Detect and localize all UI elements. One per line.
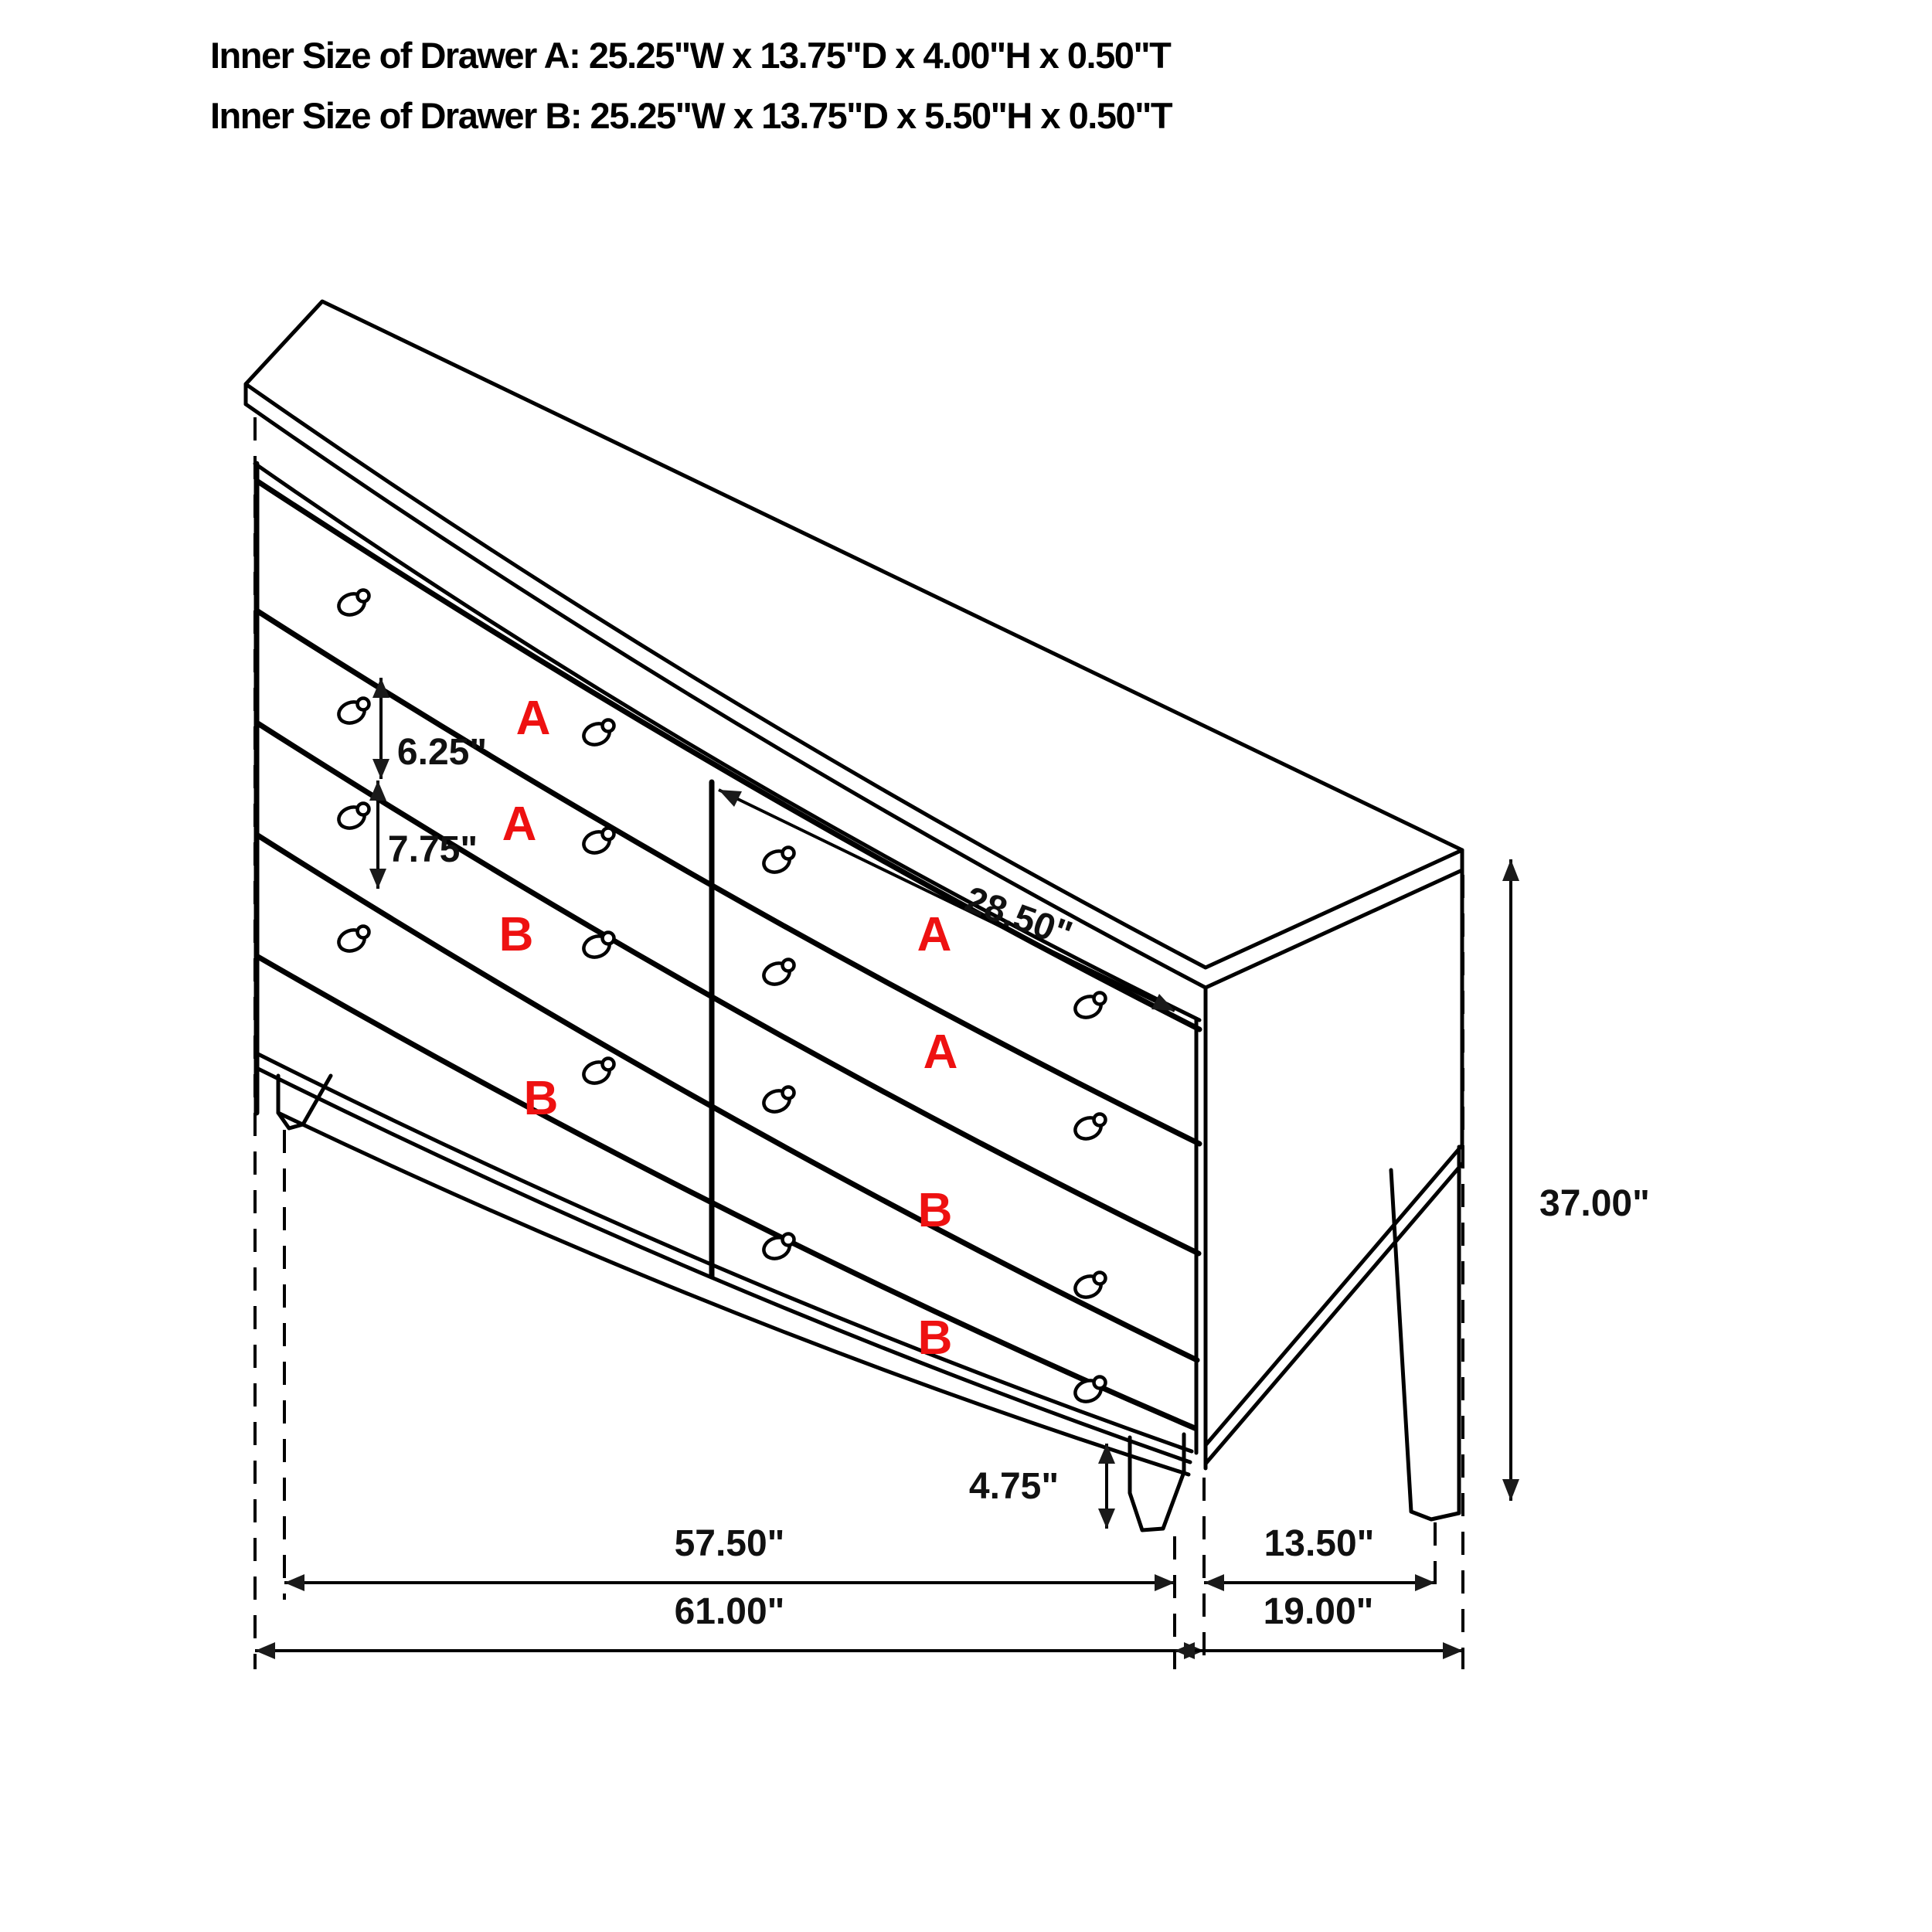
dim-label-19-00: 19.00" [1263,1591,1374,1632]
extension-lines [255,417,1463,1669]
arrowhead-down-icon [372,759,389,779]
drawer-line-1-2 [257,611,1199,1144]
bottom-rail-line-2 [257,1068,1190,1462]
arrowhead-down-icon [1502,1479,1519,1501]
drawer-label-left-3: B [498,908,534,961]
arrowhead-right-icon [1443,1642,1463,1659]
bottom-rail-edge [278,1113,1189,1475]
dim-drawer-b-front-height [369,781,478,889]
dresser-outline [246,301,1462,1530]
side-bottom-rail-2 [1206,1164,1462,1464]
drawer-label-right-4: B [917,1311,953,1365]
drawer-line-4-bottom [257,956,1195,1428]
drawer-line-2-3 [257,723,1199,1253]
drawer-label-left-4: B [523,1072,559,1125]
arrowhead-down-icon [369,869,386,889]
dim-leg-span-depth [1204,1523,1435,1591]
dim-label-13-50: 13.50" [1264,1523,1375,1564]
drawer-label-left-2: A [502,798,537,851]
arrowhead-up-icon [1502,859,1519,881]
arrowhead-left-icon [1204,1574,1224,1591]
arrowhead-upleft-icon [719,790,742,807]
dim-label-4-75: 4.75" [968,1466,1060,1507]
dim-label-6-25: 6.25" [396,732,488,773]
drawer-label-right-3: B [917,1184,953,1237]
dim-label-61-00: 61.00" [674,1591,785,1632]
dim-label-28-50: 28.50" [959,879,1078,956]
drawer-label-left-1: A [515,692,551,745]
dim-leg-height [969,1444,1115,1529]
dim-label-57-50: 57.50" [674,1523,785,1564]
dresser-top-band [246,404,1462,988]
arrowhead-up-icon [369,781,386,801]
dim-overall-height [1502,859,1650,1501]
arrowhead-down-icon [1098,1509,1115,1529]
dim-overall-width [255,1591,1204,1659]
drawer-label-right-2: A [923,1026,958,1079]
arrowhead-right-icon [1415,1574,1435,1591]
dim-label-7-75: 7.75" [387,829,478,870]
dim-overall-depth [1175,1591,1463,1659]
title-line-2: Inner Size of Drawer B: 25.25"W x 13.75"D x 5.50"H x 0.50"T [210,95,1172,136]
dim-case-width [284,1523,1175,1591]
arrowhead-right-icon [1155,1574,1175,1591]
side-bottom-rail-1 [1206,1145,1462,1445]
title-line-1: Inner Size of Drawer A: 25.25"W x 13.75"D x 4.00"H x 0.50"T [210,35,1171,76]
back-right-leg [1391,1147,1459,1519]
arrowhead-left-icon [284,1574,304,1591]
drawer-label-right-1: A [917,908,952,961]
dim-label-37-00: 37.00" [1539,1183,1650,1224]
arrowhead-left-icon [255,1642,275,1659]
